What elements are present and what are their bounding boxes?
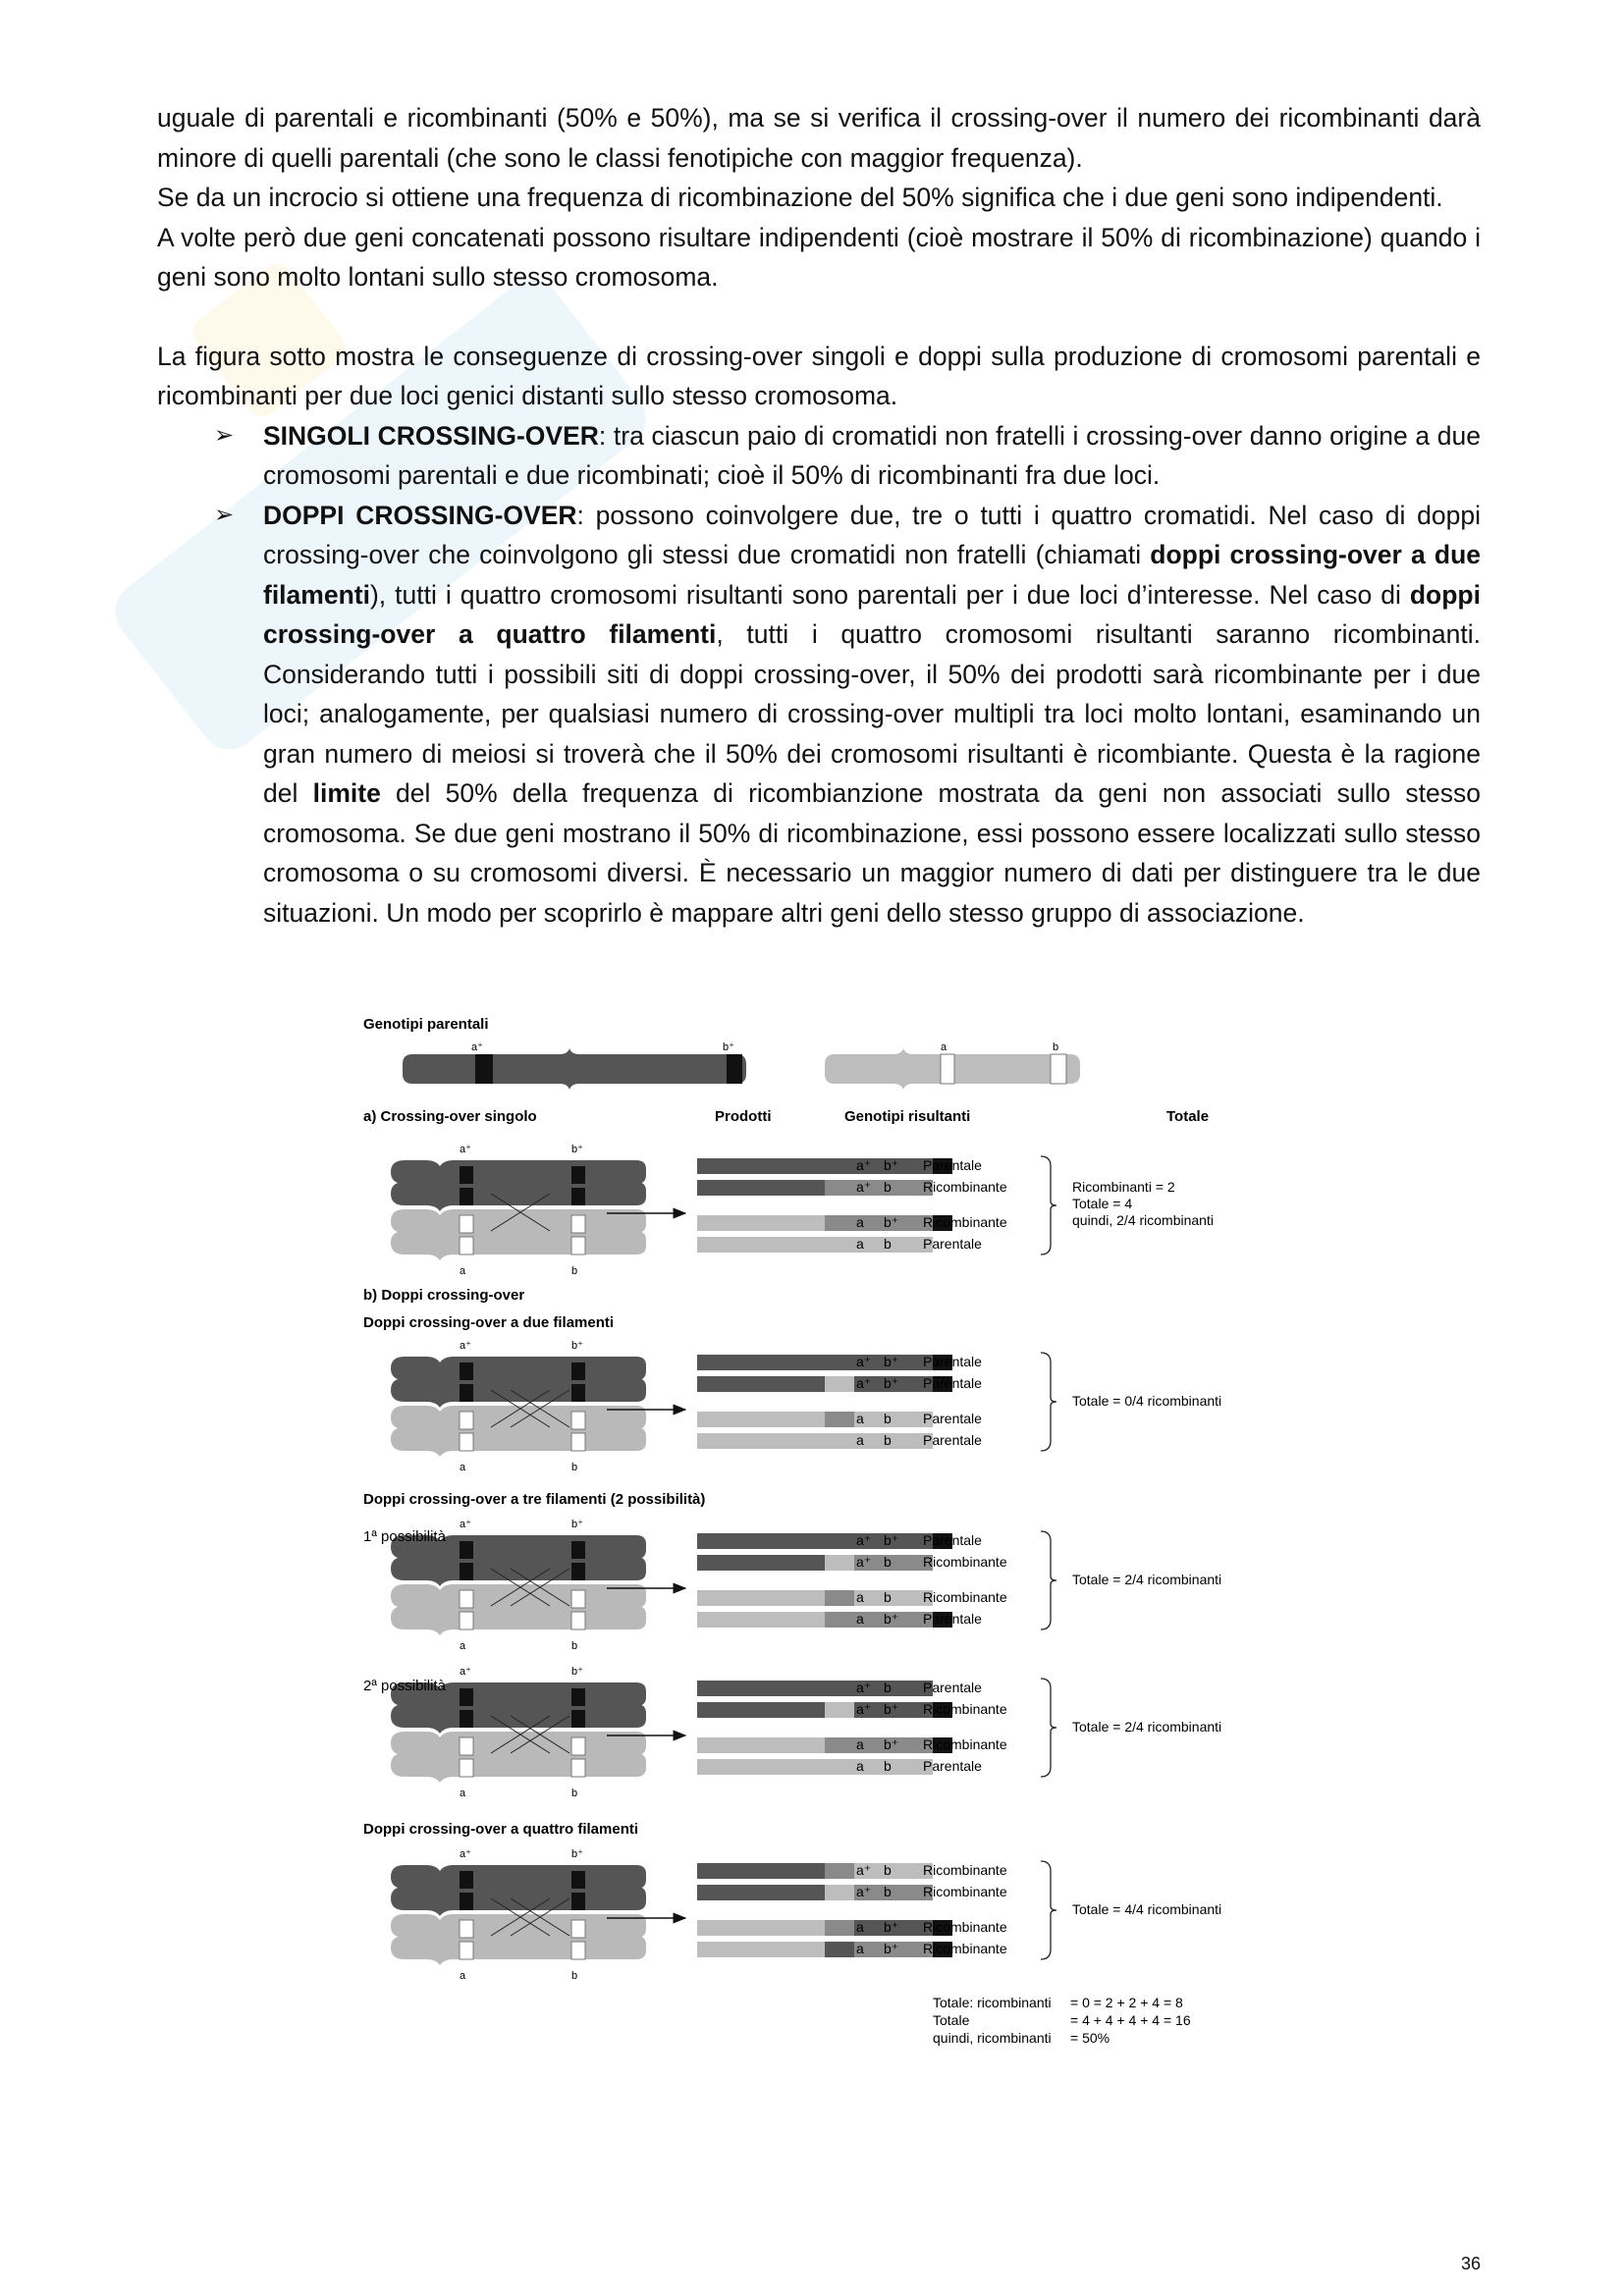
bullet-double-text-3: , tutti i quattro cromosomi risultanti saranno ricombinanti. Considerando tutti i possibili siti di doppi crossing-over, il 50% dei prodotti sarà ricombinante per i due loci; analogamente, per qualsiasi numero di crossing-over multipli tra loci molto lontani, esaminando un gran numero di meiosi si troverà che il 50% dei cromosomi risultanti è ricombiante. Questa è la ragione del — [263, 619, 1481, 808]
genotype-a: a — [856, 1214, 864, 1230]
genotype-a: a — [856, 1919, 864, 1935]
crossover-group — [391, 1848, 1221, 1982]
crossover-group — [391, 1666, 1221, 1799]
genotype-class: Parentale — [923, 1375, 982, 1391]
genotype-b: b — [884, 1411, 892, 1426]
genotype-a: a⁺ — [856, 1884, 872, 1899]
genotype-class: Parentale — [923, 1532, 982, 1548]
fig-title: Genotipi parentali — [363, 1016, 489, 1033]
genotype-a: a — [856, 1236, 864, 1252]
arrow-bullet-icon: ➢ — [214, 501, 235, 528]
genotype-a: a⁺ — [856, 1680, 872, 1695]
genotype-b: b⁺ — [884, 1941, 899, 1956]
label-a: a — [460, 1970, 466, 1982]
label-b-plus: b⁺ — [571, 1340, 583, 1352]
genotype-class: Ricombinante — [923, 1554, 1007, 1570]
genotype-b: b — [884, 1179, 892, 1195]
genotype-a: a⁺ — [856, 1554, 872, 1570]
genotype-a: a⁺ — [856, 1354, 872, 1369]
bullet-double-bold-3: limite — [312, 778, 381, 808]
label-a: a — [460, 1265, 466, 1277]
crossing-over-diagram — [353, 1011, 1316, 2071]
genotype-a: a⁺ — [856, 1179, 872, 1195]
group-summary: Totale = 2/4 ricombinanti — [1072, 1719, 1222, 1735]
genotype-b: b⁺ — [884, 1354, 899, 1369]
bullet-double-text-4: del 50% della frequenza di ricombianzione mostrata da geni non associati sullo stesso cromosoma. Se due geni mostrano il 50% di ricombinazione, essi possono essere localizzati sullo stesso cromosoma o su cromosomi diversi. È necessario un maggior numero di dati per distinguere tra le due situazioni. Un modo per scoprirlo è mappare altri geni dello stesso gruppo di associazione. — [263, 778, 1481, 928]
label-a: a — [460, 1788, 466, 1799]
chromatid-pair-light — [391, 1584, 646, 1635]
final-2-value: = 4 + 4 + 4 + 4 = 16 — [1070, 2012, 1191, 2028]
bullet-double-text-2: ), tutti i quattro cromosomi risultanti sono parentali per i due loci d’interesse. Nel caso di — [369, 579, 1410, 610]
chromatid-pair-light — [391, 1209, 646, 1260]
label-a-plus: a⁺ — [460, 1848, 471, 1860]
genotype-class: Parentale — [923, 1354, 982, 1369]
bullet-double — [157, 496, 1481, 934]
paragraph-2: Se da un incrocio si ottiene una frequenza di ricombinazione del 50% significa che i due geni sono indipendenti. — [157, 183, 1443, 212]
genotype-b: b⁺ — [884, 1375, 899, 1391]
parental-chromosomes — [403, 1041, 1080, 1090]
label-b-plus: b⁺ — [571, 1666, 583, 1678]
label-b: b — [571, 1788, 578, 1799]
label-b-plus: b⁺ — [571, 1144, 583, 1155]
bullet-double-title: DOPPI CROSSING-OVER — [263, 500, 577, 530]
genotype-a: a⁺ — [856, 1375, 872, 1391]
genotype-b: b⁺ — [884, 1611, 899, 1627]
genotype-b: b — [884, 1680, 892, 1695]
genotype-b: b⁺ — [884, 1919, 899, 1935]
genotype-a: a⁺ — [856, 1532, 872, 1548]
label-a: a — [941, 1041, 947, 1053]
genotype-class: Ricombinante — [923, 1884, 1007, 1899]
genotype-b: b — [884, 1884, 892, 1899]
col-products: Prodotti — [715, 1108, 772, 1125]
genotype-b: b⁺ — [884, 1214, 899, 1230]
col-total: Totale — [1166, 1108, 1210, 1125]
label-b-plus: b⁺ — [723, 1041, 734, 1053]
bullet-double-bold-2: doppi crossing-over a quattro filamenti — [263, 579, 1481, 649]
genotype-a: a — [856, 1611, 864, 1627]
label-b: b — [571, 1970, 578, 1982]
label-a-plus: a⁺ — [460, 1144, 471, 1155]
label-a-plus: a⁺ — [460, 1340, 471, 1352]
chromatid-pair-dark — [391, 1160, 646, 1211]
genotype-a: a⁺ — [856, 1862, 872, 1878]
crossover-group — [391, 1519, 1221, 1652]
genotype-a: a — [856, 1758, 864, 1774]
group-summary: Totale = 4 — [1072, 1196, 1133, 1211]
bullet-single-title: SINGOLI CROSSING-OVER — [263, 420, 599, 451]
body-text — [157, 98, 1481, 933]
subsection-two: Doppi crossing-over a due filamenti — [363, 1314, 615, 1331]
paragraph-3: A volte però due geni concatenati possono risultare indipendenti (cioè mostrare il 50% di ricombinazione) quando i geni sono molto lontani sullo stesso cromosoma. — [157, 222, 1481, 292]
genotype-b: b — [884, 1589, 892, 1605]
label-b-plus: b⁺ — [571, 1848, 583, 1860]
final-totals — [933, 1995, 1191, 2046]
genotype-class: Parentale — [923, 1236, 982, 1252]
label-b: b — [1053, 1041, 1059, 1053]
genotype-b: b — [884, 1862, 892, 1878]
genotype-class: Parentale — [923, 1411, 982, 1426]
label-a-plus: a⁺ — [460, 1666, 471, 1678]
bullet-double-bold-1: doppi crossing-over a due filamenti — [263, 540, 1481, 610]
genotype-b: b — [884, 1432, 892, 1448]
genotype-b: b⁺ — [884, 1532, 899, 1548]
genotype-class: Ricombinante — [923, 1701, 1007, 1717]
genotype-class: Parentale — [923, 1680, 982, 1695]
genotype-b: b⁺ — [884, 1157, 899, 1173]
final-1-value: = 0 = 2 + 2 + 4 = 8 — [1070, 1995, 1183, 2010]
genotype-class: Parentale — [923, 1432, 982, 1448]
genotype-b: b — [884, 1758, 892, 1774]
section-b-title: b) Doppi crossing-over — [363, 1287, 525, 1304]
bullet-single-text: : tra ciascun paio di cromatidi non fratelli i crossing-over danno origine a due cromosomi parentali e due ricombinati; cioè il 50% di ricombinanti fra due loci. — [263, 420, 1481, 490]
crossover-group — [391, 1144, 1214, 1277]
possibility-2: 2ª possibilità — [363, 1678, 446, 1694]
chromatid-pair-light — [391, 1406, 646, 1457]
col-genotypes: Genotipi risultanti — [844, 1108, 971, 1125]
chromatid-pair-dark — [391, 1357, 646, 1408]
group-summary: Totale = 2/4 ricombinanti — [1072, 1572, 1222, 1587]
genotype-class: Parentale — [923, 1758, 982, 1774]
genotype-a: a — [856, 1589, 864, 1605]
page-number: 36 — [1460, 2254, 1481, 2273]
genotype-class: Ricombinante — [923, 1214, 1007, 1230]
genotype-a: a⁺ — [856, 1701, 872, 1717]
group-summary: Ricombinanti = 2 — [1072, 1179, 1175, 1195]
chromatid-pair-dark — [391, 1865, 646, 1916]
subsection-three: Doppi crossing-over a tre filamenti (2 possibilità) — [363, 1491, 706, 1508]
genotype-a: a⁺ — [856, 1157, 872, 1173]
final-1-label: Totale: ricombinanti — [933, 1995, 1052, 2010]
genotype-class: Ricombinante — [923, 1941, 1007, 1956]
genotype-b: b — [884, 1554, 892, 1570]
crossing-over-figure — [353, 1011, 1316, 2071]
final-3-label: quindi, ricombinanti — [933, 2030, 1052, 2046]
final-2-label: Totale — [933, 2012, 970, 2028]
label-b: b — [571, 1640, 578, 1652]
label-a-plus: a⁺ — [460, 1519, 471, 1530]
label-a: a — [460, 1640, 466, 1652]
label-b-plus: b⁺ — [571, 1519, 583, 1530]
genotype-class: Ricombinante — [923, 1862, 1007, 1878]
paragraph-1: uguale di parentali e ricombinanti (50% e 50%), ma se si verifica il crossing-over il numero dei ricombinanti darà minore di quelli parentali (che sono le classi fenotipiche con maggior frequenza). — [157, 103, 1481, 173]
genotype-class: Ricombinante — [923, 1736, 1007, 1752]
chromatid-pair-light — [391, 1914, 646, 1965]
genotype-b: b⁺ — [884, 1701, 899, 1717]
group-summary: Totale = 4/4 ricombinanti — [1072, 1901, 1222, 1917]
genotype-a: a — [856, 1941, 864, 1956]
genotype-b: b — [884, 1236, 892, 1252]
bullet-list — [157, 416, 1481, 934]
label-b: b — [571, 1265, 578, 1277]
label-b: b — [571, 1462, 578, 1473]
group-summary: Totale = 0/4 ricombinanti — [1072, 1393, 1222, 1409]
genotype-class: Ricombinante — [923, 1179, 1007, 1195]
genotype-a: a — [856, 1736, 864, 1752]
crossover-group — [391, 1340, 1221, 1473]
genotype-a: a — [856, 1432, 864, 1448]
genotype-class: Ricombinante — [923, 1589, 1007, 1605]
bullet-single — [157, 416, 1481, 496]
bullet-double-text-1: : possono coinvolgere due, tre o tutti i quattro cromatidi. Nel caso di doppi crossing-over che coinvolgono gli stessi due cromatidi non fratelli (chiamati — [263, 500, 1481, 569]
label-a-plus: a⁺ — [471, 1041, 483, 1053]
genotype-class: Parentale — [923, 1611, 982, 1627]
group-summary: quindi, 2/4 ricombinanti — [1072, 1212, 1214, 1228]
paragraph-intro: La figura sotto mostra le conseguenze di crossing-over singoli e doppi sulla produzione di cromosomi parentali e ricombinanti per due loci genici distanti sullo stesso cromosoma. — [157, 341, 1481, 410]
genotype-class: Parentale — [923, 1157, 982, 1173]
genotype-b: b⁺ — [884, 1736, 899, 1752]
subsection-four: Doppi crossing-over a quattro filamenti — [363, 1821, 639, 1838]
possibility-1: 1ª possibilità — [363, 1528, 446, 1545]
label-a: a — [460, 1462, 466, 1473]
arrow-bullet-icon: ➢ — [214, 421, 235, 449]
section-a-title: a) Crossing-over singolo — [363, 1108, 537, 1125]
genotype-class: Ricombinante — [923, 1919, 1007, 1935]
genotype-a: a — [856, 1411, 864, 1426]
final-3-value: = 50% — [1070, 2030, 1110, 2046]
chromatid-pair-light — [391, 1732, 646, 1783]
